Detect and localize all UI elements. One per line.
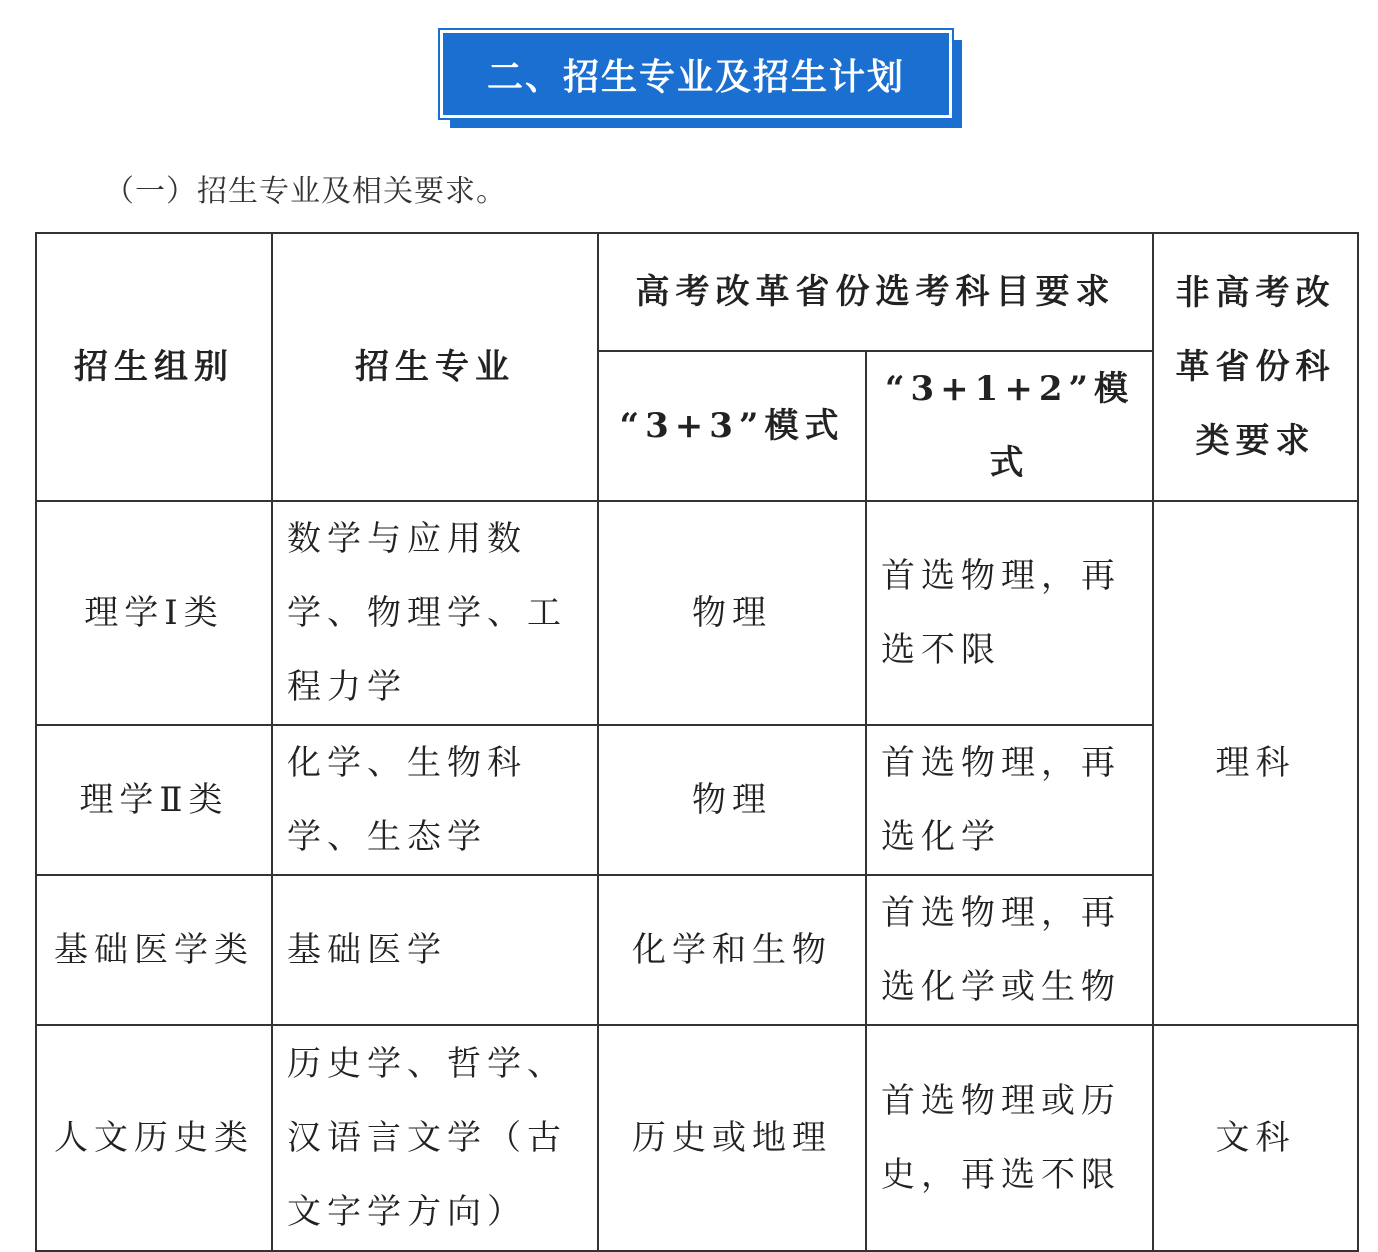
banner-title: 二、招生专业及招生计划 (486, 56, 905, 98)
table-row (36, 1025, 1358, 1251)
cell-major: 化学、生物科学、生态学 (272, 725, 598, 875)
cell-science-category: 理科 (1153, 501, 1358, 1025)
cell-major: 数学与应用数学、物理学、工程力学 (272, 501, 598, 725)
cell-mode-312: 首选物理或历史，再选不限 (866, 1025, 1153, 1251)
section-banner (440, 30, 960, 126)
cell-major: 基础医学 (272, 875, 598, 1025)
header-group: 招生组别 (36, 233, 272, 501)
requirements-table (35, 232, 1359, 1252)
cell-mode-312: 首选物理，再选不限 (866, 501, 1153, 725)
cell-mode-312: 首选物理，再选化学 (866, 725, 1153, 875)
section-heading: （一）招生专业及相关要求。 (104, 174, 507, 209)
cell-mode-33: 历史或地理 (598, 1025, 866, 1251)
cell-group: 理学Ⅱ类 (36, 725, 272, 875)
cell-group: 基础医学类 (36, 875, 272, 1025)
banner-box (440, 30, 952, 118)
header-non-reform: 非高考改革省份科类要求 (1153, 233, 1358, 501)
cell-group: 理学Ⅰ类 (36, 501, 272, 725)
header-mode-33: “3+3”模式 (598, 351, 866, 501)
cell-mode-312: 首选物理，再选化学或生物 (866, 875, 1153, 1025)
cell-group: 人文历史类 (36, 1025, 272, 1251)
table-row (36, 501, 1358, 725)
cell-mode-33: 化学和生物 (598, 875, 866, 1025)
cell-arts-category: 文科 (1153, 1025, 1358, 1251)
table-header-row (36, 233, 1358, 351)
cell-mode-33: 物理 (598, 501, 866, 725)
header-reform-subjects: 高考改革省份选考科目要求 (598, 233, 1153, 351)
cell-mode-33: 物理 (598, 725, 866, 875)
header-major: 招生专业 (272, 233, 598, 501)
cell-major: 历史学、哲学、汉语言文学（古文字学方向） (272, 1025, 598, 1251)
header-mode-312: “3+1+2”模式 (866, 351, 1153, 501)
